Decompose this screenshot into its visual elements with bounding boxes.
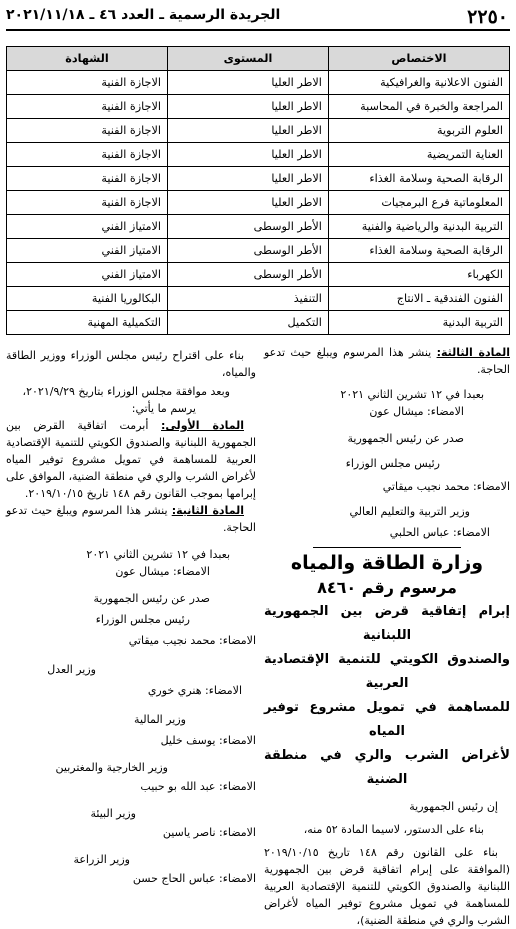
preamble-paragraph: بناء على القانون رقم ١٤٨ تاريخ ٢٠١٩/١٠/١٥ (الموافقة على إبرام اتفاقية قرض بين الجمهورية اللبنانية والصندوق الكويتي للتنمية الإقتصادية العربية للمساهمة في تمويل مشروع توفير المياه لأغراض الشرب والري في منطقة الضنية)، xyxy=(264,846,510,927)
signature: الامضاء: ناصر ياسين xyxy=(162,826,256,839)
signature: الامضاء: عبد الله بو حبيب xyxy=(140,780,256,793)
role-line: وزير الزراعة xyxy=(73,853,130,866)
right-column xyxy=(264,344,510,929)
left-column xyxy=(6,347,256,887)
article-text: ينشر هذا المرسوم ويبلغ حيث تدعو الحاجة. xyxy=(264,346,510,376)
table-cell: الاجازة الفنية xyxy=(7,143,168,167)
table-row xyxy=(7,239,510,263)
table-cell: الاطر العليا xyxy=(167,191,328,215)
role-line: وزير البيئة xyxy=(90,807,136,820)
table-cell: المعلوماتية فرع البرمجيات xyxy=(328,191,509,215)
role-line: وزير العدل xyxy=(47,663,96,676)
headline-line: لأغراض الشرب والري في منطقة الضنية xyxy=(264,748,510,787)
table-cell: الاجازة الفنية xyxy=(7,119,168,143)
table-row xyxy=(7,263,510,287)
table-cell: المراجعة والخبرة في المحاسبة xyxy=(328,95,509,119)
signature: الامضاء: ميشال عون xyxy=(369,405,464,418)
table-header-row xyxy=(7,47,510,71)
preamble-paragraph: بناء على اقتراح رئيس مجلس الوزراء ووزير الطاقة والمياه، xyxy=(6,349,256,379)
table-cell: الامتياز الفني xyxy=(7,239,168,263)
preamble-line: وبعد موافقة مجلس الوزراء بتاريخ ٢٠٢١/٩/٢٩، xyxy=(22,385,230,398)
table-cell: الاطر العليا xyxy=(167,119,328,143)
signature: الامضاء: عباس الحلبي xyxy=(389,526,490,539)
table-header-cell: المستوى xyxy=(167,47,328,71)
page-number: ٢٢٥٠ xyxy=(467,6,508,28)
table-cell: الكهرباء xyxy=(328,263,509,287)
table-row xyxy=(7,215,510,239)
date-line: بعبدا في ١٢ تشرين الثاني ٢٠٢١ xyxy=(86,548,230,561)
president-line: إن رئيس الجمهورية xyxy=(409,800,498,813)
role-line: وزير الخارجية والمغتربين xyxy=(55,761,168,774)
role-line: صدر عن رئيس الجمهورية xyxy=(93,592,210,605)
headline-line: للمساهمة في تمويل مشروع توفير المياه xyxy=(264,700,510,739)
ministry-title: وزارة الطاقة والمياه xyxy=(290,552,484,574)
role-line: رئيس مجلس الوزراء xyxy=(345,457,440,470)
table-cell: الاطر العليا xyxy=(167,143,328,167)
table-cell: الاجازة الفنية xyxy=(7,71,168,95)
table-row xyxy=(7,311,510,335)
table-cell: الأطر الوسطى xyxy=(167,239,328,263)
table-cell: التربية البدنية xyxy=(328,311,509,335)
table-cell: الرقابة الصحية وسلامة الغذاء xyxy=(328,167,509,191)
table-cell: الأطر الوسطى xyxy=(167,215,328,239)
table-row xyxy=(7,287,510,311)
table-cell: الاطر العليا xyxy=(167,167,328,191)
table-cell: التكميل xyxy=(167,311,328,335)
table-cell: الاطر العليا xyxy=(167,95,328,119)
article-text: ينشر هذا المرسوم ويبلغ حيث تدعو الحاجة. xyxy=(6,504,256,534)
table-header-cell: الاختصاص xyxy=(328,47,509,71)
signature: الامضاء: هنري خوري xyxy=(147,684,242,697)
table-cell: الاجازة الفنية xyxy=(7,95,168,119)
signature: الامضاء: عباس الحاج حسن xyxy=(132,872,256,885)
table-row xyxy=(7,167,510,191)
headline-line: والصندوق الكويتي للتنمية الإقتصادية العربية xyxy=(264,652,510,691)
role-line: وزير المالية xyxy=(134,713,186,726)
table-cell: الفنون الفندقية ـ الانتاج xyxy=(328,287,509,311)
signature: الامضاء: ميشال عون xyxy=(115,565,210,578)
table-cell: الرقابة الصحية وسلامة الغذاء xyxy=(328,239,509,263)
role-line: رئيس مجلس الوزراء xyxy=(95,613,190,626)
article-text: أبرمت اتفاقية القرض بين الجمهورية اللبنانية والصندوق الكويتي للتنمية الإقتصادية العربية للمساهمة في تمويل مشروع توفير المياه لأغراض الشرب والري في منطقة الضنية، الموافق على إبرامها بموجب القانون رقم ١٤٨ تاريخ ٢٠١٩/١٠/١٥. xyxy=(6,419,256,500)
decree-number: مرسوم رقم ٨٤٦٠ xyxy=(317,578,457,597)
role-line: وزير التربية والتعليم العالي xyxy=(349,505,470,518)
table-row xyxy=(7,119,510,143)
headline-line: إبرام إتفاقية قرض بين الجمهورية اللبنانية xyxy=(264,604,510,643)
signature: الامضاء: محمد نجيب ميقاتي xyxy=(128,634,256,647)
table-cell: البكالوريا الفنية xyxy=(7,287,168,311)
table-row xyxy=(7,71,510,95)
signature: الامضاء: يوسف خليل xyxy=(160,734,256,747)
gazette-title: الجريدة الرسمية ـ العدد ٤٦ ـ ٢٠٢١/١١/١٨ xyxy=(6,7,281,23)
signature: الامضاء: محمد نجيب ميقاتي xyxy=(382,480,510,493)
table-cell: الاجازة الفنية xyxy=(7,167,168,191)
table-cell: العلوم التربوية xyxy=(328,119,509,143)
table-cell: الاجازة الفنية xyxy=(7,191,168,215)
section-divider xyxy=(313,547,461,548)
decree-headline xyxy=(264,600,510,792)
article-label: المادة الأولى: xyxy=(161,419,244,432)
date-line: بعبدا في ١٢ تشرين الثاني ٢٠٢١ xyxy=(340,388,484,401)
table-header-cell: الشهادة xyxy=(7,47,168,71)
table-row xyxy=(7,95,510,119)
article-label: المادة الثالثة: xyxy=(436,346,510,359)
table-cell: الاطر العليا xyxy=(167,71,328,95)
decrees-line: يرسم ما يأتي: xyxy=(131,402,196,415)
table-cell: التكميلية المهنية xyxy=(7,311,168,335)
article-label: المادة الثانية: xyxy=(171,504,244,517)
table-row xyxy=(7,191,510,215)
page-header xyxy=(6,5,510,31)
specialties-table xyxy=(6,46,510,335)
table-cell: التنفيذ xyxy=(167,287,328,311)
table-cell: الامتياز الفني xyxy=(7,263,168,287)
table-cell: الفنون الاعلانية والغرافيكية xyxy=(328,71,509,95)
table-cell: الأطر الوسطى xyxy=(167,263,328,287)
table-row xyxy=(7,143,510,167)
table-cell: الامتياز الفني xyxy=(7,215,168,239)
preamble-line: بناء على الدستور، لاسيما المادة ٥٢ منه، xyxy=(303,823,484,836)
table-cell: التربية البدنية والرياضية والفنية xyxy=(328,215,509,239)
table-cell: العناية التمريضية xyxy=(328,143,509,167)
role-line: صدر عن رئيس الجمهورية xyxy=(347,432,464,445)
